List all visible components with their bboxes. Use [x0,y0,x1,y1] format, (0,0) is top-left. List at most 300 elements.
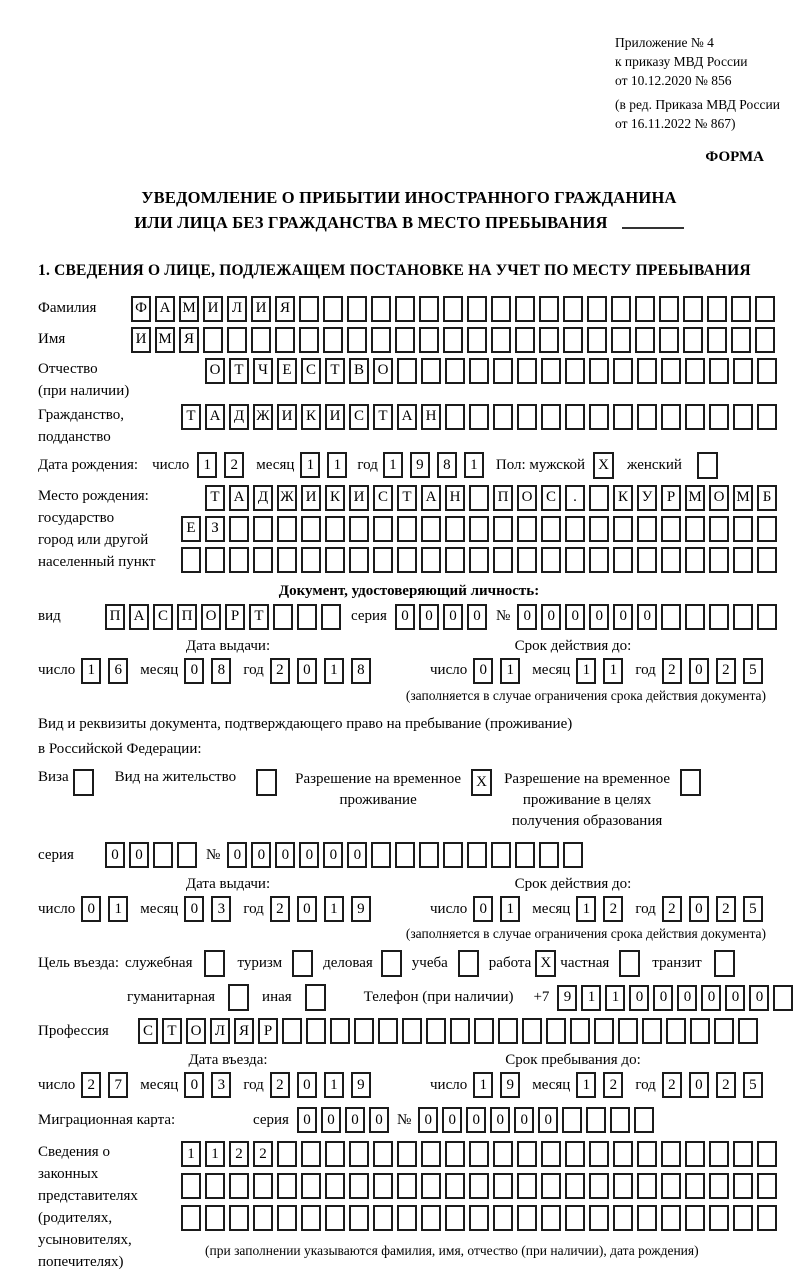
char-cell[interactable] [618,1018,638,1044]
char-cell[interactable] [426,1018,446,1044]
char-cell[interactable]: Ж [277,485,297,511]
char-cell[interactable]: . [565,485,585,511]
char-cell[interactable] [325,1141,345,1167]
char-cell[interactable]: 0 [490,1107,510,1133]
char-cell[interactable] [661,358,681,384]
char-cell[interactable] [589,1205,609,1231]
char-cell[interactable]: А [129,604,149,630]
char-cell[interactable]: 2 [716,896,736,922]
char-cell[interactable] [757,1205,777,1231]
char-cell[interactable] [610,1107,630,1133]
char-cell[interactable] [181,1205,201,1231]
char-cell[interactable] [637,404,657,430]
char-cell[interactable]: А [397,404,417,430]
char-cell[interactable] [177,842,197,868]
char-cell[interactable] [733,1173,753,1199]
char-cell[interactable]: Т [397,485,417,511]
char-cell[interactable] [690,1018,710,1044]
char-cell[interactable]: 1 [327,452,347,478]
char-cell[interactable] [637,358,657,384]
char-cell[interactable]: Е [277,358,297,384]
char-cell[interactable] [733,1141,753,1167]
char-cell[interactable]: 1 [383,452,403,478]
char-cell[interactable] [565,1141,585,1167]
char-cell[interactable] [541,1173,561,1199]
char-cell[interactable]: 0 [749,985,769,1011]
char-cell[interactable]: М [733,485,753,511]
char-cell[interactable]: О [205,358,225,384]
char-cell[interactable]: Н [445,485,465,511]
char-cell[interactable] [589,1173,609,1199]
char-cell[interactable]: 0 [467,604,487,630]
char-cell[interactable] [419,842,439,868]
char-cell[interactable]: 0 [466,1107,486,1133]
char-cell[interactable]: Е [181,516,201,542]
char-cell[interactable]: Т [325,358,345,384]
char-cell[interactable]: К [325,485,345,511]
char-cell[interactable]: О [709,485,729,511]
char-cell[interactable] [349,1205,369,1231]
char-cell[interactable]: З [205,516,225,542]
char-cell[interactable] [253,547,273,573]
char-cell[interactable] [709,404,729,430]
char-cell[interactable] [321,604,341,630]
char-cell[interactable] [565,358,585,384]
char-cell[interactable] [773,985,793,1011]
char-cell[interactable] [539,296,559,322]
char-cell[interactable]: 9 [410,452,430,478]
char-cell[interactable]: И [203,296,223,322]
char-cell[interactable]: 2 [81,1072,101,1098]
char-cell[interactable] [541,1205,561,1231]
char-cell[interactable] [539,327,559,353]
purpose-work-checkbox[interactable]: X [535,950,556,977]
char-cell[interactable] [731,327,751,353]
char-cell[interactable] [467,296,487,322]
char-cell[interactable] [565,1173,585,1199]
char-cell[interactable]: Л [210,1018,230,1044]
char-cell[interactable] [707,296,727,322]
char-cell[interactable]: 1 [300,452,320,478]
char-cell[interactable]: 0 [541,604,561,630]
purpose-official-checkbox[interactable] [204,950,225,977]
purpose-tourism-checkbox[interactable] [292,950,313,977]
char-cell[interactable] [229,516,249,542]
char-cell[interactable] [445,516,465,542]
char-cell[interactable] [637,1173,657,1199]
char-cell[interactable]: 0 [297,1072,317,1098]
char-cell[interactable] [565,516,585,542]
char-cell[interactable]: 0 [443,604,463,630]
char-cell[interactable] [493,1173,513,1199]
char-cell[interactable] [709,358,729,384]
char-cell[interactable] [515,296,535,322]
char-cell[interactable] [397,516,417,542]
char-cell[interactable]: И [349,485,369,511]
char-cell[interactable] [666,1018,686,1044]
char-cell[interactable] [323,327,343,353]
char-cell[interactable] [349,1173,369,1199]
char-cell[interactable] [301,1141,321,1167]
char-cell[interactable]: У [637,485,657,511]
char-cell[interactable] [493,1141,513,1167]
char-cell[interactable] [757,358,777,384]
char-cell[interactable]: И [325,404,345,430]
char-cell[interactable]: 0 [297,1107,317,1133]
char-cell[interactable] [570,1018,590,1044]
char-cell[interactable] [733,358,753,384]
char-cell[interactable]: Р [661,485,681,511]
char-cell[interactable] [445,1205,465,1231]
char-cell[interactable]: 2 [662,1072,682,1098]
visa-checkbox[interactable] [73,769,94,796]
char-cell[interactable] [421,1141,441,1167]
char-cell[interactable] [613,1173,633,1199]
char-cell[interactable] [277,1205,297,1231]
char-cell[interactable]: Я [275,296,295,322]
char-cell[interactable]: Р [225,604,245,630]
char-cell[interactable] [515,842,535,868]
char-cell[interactable]: 0 [297,658,317,684]
char-cell[interactable] [661,1173,681,1199]
char-cell[interactable] [541,1141,561,1167]
char-cell[interactable] [517,1173,537,1199]
char-cell[interactable]: М [685,485,705,511]
char-cell[interactable]: А [155,296,175,322]
char-cell[interactable]: 2 [270,658,290,684]
char-cell[interactable]: 1 [576,896,596,922]
char-cell[interactable] [563,327,583,353]
char-cell[interactable]: И [251,296,271,322]
char-cell[interactable]: А [229,485,249,511]
char-cell[interactable] [491,296,511,322]
char-cell[interactable]: 2 [270,896,290,922]
char-cell[interactable] [541,358,561,384]
char-cell[interactable] [445,404,465,430]
char-cell[interactable] [330,1018,350,1044]
char-cell[interactable]: С [373,485,393,511]
char-cell[interactable] [445,1173,465,1199]
char-cell[interactable] [493,358,513,384]
char-cell[interactable] [563,842,583,868]
temp-residence-edu-checkbox[interactable] [680,769,701,796]
char-cell[interactable] [469,485,489,511]
char-cell[interactable] [733,604,753,630]
char-cell[interactable]: 0 [689,658,709,684]
char-cell[interactable]: 2 [716,658,736,684]
char-cell[interactable] [421,1205,441,1231]
char-cell[interactable]: 0 [589,604,609,630]
char-cell[interactable] [373,547,393,573]
char-cell[interactable] [733,516,753,542]
char-cell[interactable] [205,1205,225,1231]
char-cell[interactable] [517,1205,537,1231]
char-cell[interactable] [517,516,537,542]
char-cell[interactable]: 0 [514,1107,534,1133]
char-cell[interactable]: 8 [437,452,457,478]
residence-permit-checkbox[interactable] [256,769,277,796]
char-cell[interactable] [421,547,441,573]
char-cell[interactable] [491,327,511,353]
char-cell[interactable] [443,327,463,353]
char-cell[interactable] [613,1141,633,1167]
char-cell[interactable]: 0 [637,604,657,630]
char-cell[interactable]: 3 [211,1072,231,1098]
char-cell[interactable] [301,516,321,542]
char-cell[interactable] [349,547,369,573]
char-cell[interactable] [493,1205,513,1231]
char-cell[interactable] [661,1205,681,1231]
char-cell[interactable] [467,327,487,353]
char-cell[interactable] [685,516,705,542]
purpose-other-checkbox[interactable] [305,984,326,1011]
char-cell[interactable] [395,842,415,868]
char-cell[interactable] [450,1018,470,1044]
char-cell[interactable] [613,516,633,542]
char-cell[interactable] [589,516,609,542]
char-cell[interactable] [273,604,293,630]
female-checkbox[interactable] [697,452,718,479]
char-cell[interactable] [637,1205,657,1231]
temp-residence-checkbox[interactable]: X [471,769,492,796]
char-cell[interactable]: 0 [473,658,493,684]
char-cell[interactable]: 5 [743,896,763,922]
char-cell[interactable]: 0 [653,985,673,1011]
char-cell[interactable] [419,296,439,322]
char-cell[interactable] [153,842,173,868]
char-cell[interactable] [589,547,609,573]
char-cell[interactable]: 0 [395,604,415,630]
char-cell[interactable] [635,296,655,322]
char-cell[interactable]: 7 [108,1072,128,1098]
char-cell[interactable]: 0 [184,896,204,922]
char-cell[interactable]: К [613,485,633,511]
char-cell[interactable]: 0 [227,842,247,868]
char-cell[interactable]: С [301,358,321,384]
char-cell[interactable]: В [349,358,369,384]
char-cell[interactable] [277,547,297,573]
char-cell[interactable]: 2 [253,1141,273,1167]
char-cell[interactable]: 1 [197,452,217,478]
char-cell[interactable] [491,842,511,868]
char-cell[interactable]: Д [229,404,249,430]
char-cell[interactable] [611,296,631,322]
char-cell[interactable] [469,358,489,384]
char-cell[interactable] [733,547,753,573]
char-cell[interactable] [594,1018,614,1044]
char-cell[interactable] [181,1173,201,1199]
char-cell[interactable]: 1 [324,1072,344,1098]
char-cell[interactable] [301,1205,321,1231]
char-cell[interactable]: 0 [517,604,537,630]
char-cell[interactable] [709,1141,729,1167]
char-cell[interactable] [205,1173,225,1199]
char-cell[interactable] [421,516,441,542]
male-checkbox[interactable]: X [593,452,614,479]
char-cell[interactable]: 0 [473,896,493,922]
char-cell[interactable] [541,404,561,430]
char-cell[interactable]: Т [249,604,269,630]
char-cell[interactable]: 2 [270,1072,290,1098]
char-cell[interactable]: 1 [464,452,484,478]
char-cell[interactable] [565,404,585,430]
char-cell[interactable] [299,296,319,322]
char-cell[interactable] [683,327,703,353]
char-cell[interactable]: 0 [251,842,271,868]
char-cell[interactable]: 0 [442,1107,462,1133]
char-cell[interactable] [402,1018,422,1044]
char-cell[interactable] [493,547,513,573]
char-cell[interactable] [469,516,489,542]
char-cell[interactable] [395,296,415,322]
char-cell[interactable]: 0 [701,985,721,1011]
char-cell[interactable] [613,547,633,573]
char-cell[interactable] [613,1205,633,1231]
char-cell[interactable]: 2 [662,658,682,684]
char-cell[interactable] [277,1173,297,1199]
char-cell[interactable] [661,516,681,542]
char-cell[interactable]: 2 [224,452,244,478]
char-cell[interactable] [613,404,633,430]
char-cell[interactable] [709,1205,729,1231]
char-cell[interactable] [637,516,657,542]
char-cell[interactable]: 0 [297,896,317,922]
char-cell[interactable] [733,404,753,430]
char-cell[interactable] [709,604,729,630]
char-cell[interactable] [738,1018,758,1044]
char-cell[interactable] [565,547,585,573]
char-cell[interactable] [277,1141,297,1167]
char-cell[interactable]: 1 [576,658,596,684]
char-cell[interactable] [685,1205,705,1231]
char-cell[interactable] [229,1173,249,1199]
char-cell[interactable] [661,1141,681,1167]
char-cell[interactable] [469,1173,489,1199]
char-cell[interactable]: Я [179,327,199,353]
char-cell[interactable] [522,1018,542,1044]
char-cell[interactable] [373,1173,393,1199]
char-cell[interactable] [757,1141,777,1167]
char-cell[interactable] [517,404,537,430]
char-cell[interactable] [589,1141,609,1167]
char-cell[interactable]: 8 [211,658,231,684]
char-cell[interactable] [661,404,681,430]
char-cell[interactable]: Б [757,485,777,511]
char-cell[interactable] [757,404,777,430]
char-cell[interactable]: 1 [500,658,520,684]
char-cell[interactable] [443,296,463,322]
char-cell[interactable]: 5 [743,658,763,684]
char-cell[interactable] [757,516,777,542]
char-cell[interactable]: 9 [557,985,577,1011]
purpose-business-checkbox[interactable] [381,950,402,977]
char-cell[interactable] [541,547,561,573]
purpose-humanitarian-checkbox[interactable] [228,984,249,1011]
char-cell[interactable] [397,1173,417,1199]
char-cell[interactable] [517,358,537,384]
char-cell[interactable] [755,327,775,353]
char-cell[interactable]: А [205,404,225,430]
char-cell[interactable]: Р [258,1018,278,1044]
char-cell[interactable] [755,296,775,322]
char-cell[interactable]: 1 [324,658,344,684]
char-cell[interactable]: 0 [689,1072,709,1098]
char-cell[interactable] [373,516,393,542]
char-cell[interactable] [757,547,777,573]
char-cell[interactable] [685,1141,705,1167]
char-cell[interactable] [586,1107,606,1133]
char-cell[interactable] [306,1018,326,1044]
char-cell[interactable]: И [277,404,297,430]
char-cell[interactable]: 0 [419,604,439,630]
char-cell[interactable]: П [105,604,125,630]
char-cell[interactable] [563,296,583,322]
char-cell[interactable] [474,1018,494,1044]
char-cell[interactable] [445,547,465,573]
char-cell[interactable]: 1 [603,658,623,684]
char-cell[interactable] [685,547,705,573]
char-cell[interactable] [297,604,317,630]
char-cell[interactable]: 1 [576,1072,596,1098]
char-cell[interactable] [757,604,777,630]
char-cell[interactable]: Т [181,404,201,430]
char-cell[interactable] [227,327,247,353]
char-cell[interactable]: Д [253,485,273,511]
char-cell[interactable]: Я [234,1018,254,1044]
char-cell[interactable]: 0 [105,842,125,868]
char-cell[interactable]: 2 [603,1072,623,1098]
char-cell[interactable] [685,404,705,430]
char-cell[interactable] [229,1205,249,1231]
char-cell[interactable] [685,358,705,384]
char-cell[interactable]: К [301,404,321,430]
char-cell[interactable]: 0 [613,604,633,630]
char-cell[interactable] [635,327,655,353]
char-cell[interactable] [637,1141,657,1167]
char-cell[interactable] [282,1018,302,1044]
char-cell[interactable]: Ч [253,358,273,384]
char-cell[interactable] [325,1173,345,1199]
char-cell[interactable]: 1 [500,896,520,922]
char-cell[interactable]: 0 [677,985,697,1011]
char-cell[interactable] [589,404,609,430]
char-cell[interactable] [347,327,367,353]
char-cell[interactable] [498,1018,518,1044]
char-cell[interactable] [685,604,705,630]
char-cell[interactable] [709,547,729,573]
char-cell[interactable] [253,516,273,542]
char-cell[interactable]: 0 [184,658,204,684]
char-cell[interactable] [277,516,297,542]
char-cell[interactable] [325,1205,345,1231]
char-cell[interactable]: П [177,604,197,630]
char-cell[interactable] [421,358,441,384]
char-cell[interactable]: О [373,358,393,384]
char-cell[interactable] [443,842,463,868]
char-cell[interactable]: Т [229,358,249,384]
char-cell[interactable] [587,296,607,322]
char-cell[interactable]: 9 [351,896,371,922]
char-cell[interactable] [253,1173,273,1199]
char-cell[interactable] [733,1205,753,1231]
char-cell[interactable]: И [301,485,321,511]
char-cell[interactable] [253,1205,273,1231]
char-cell[interactable]: 1 [581,985,601,1011]
char-cell[interactable]: 0 [369,1107,389,1133]
char-cell[interactable] [301,1173,321,1199]
char-cell[interactable] [373,1205,393,1231]
char-cell[interactable] [731,296,751,322]
